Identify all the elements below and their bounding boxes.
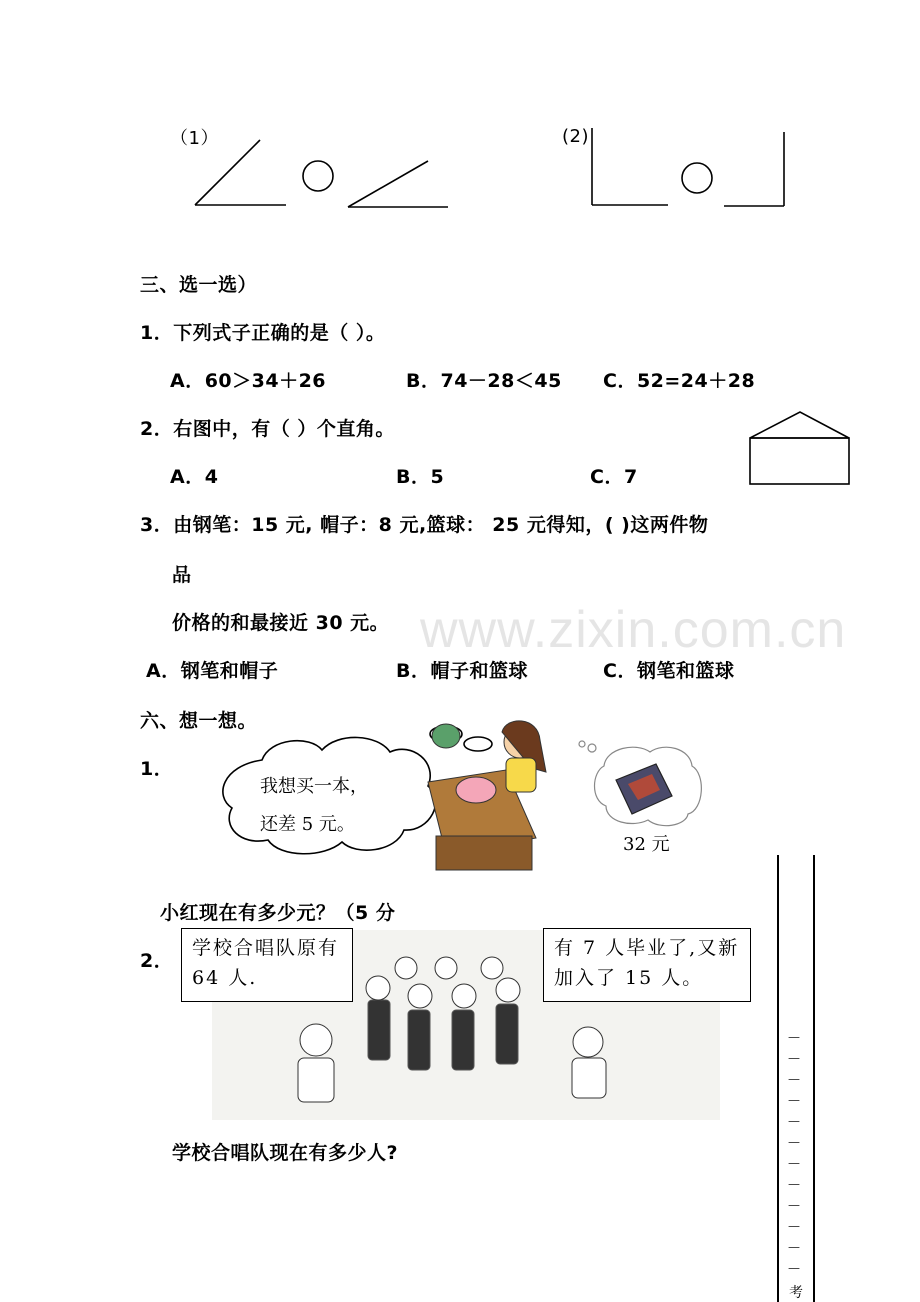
choir-info-box-left: 学校合唱队原有 64 人. — [181, 928, 353, 1002]
house-figure — [750, 412, 849, 484]
q2-option-b: B．5 — [396, 466, 445, 488]
margin-dash: — — [788, 1177, 800, 1191]
choir-info-box-right: 有 7 人毕业了,又新加入了 15 人。 — [543, 928, 751, 1002]
margin-dash: — — [788, 1240, 800, 1254]
margin-dash: — — [788, 1093, 800, 1107]
desk-front — [436, 836, 532, 870]
margin-label: 考 — [789, 1285, 803, 1301]
q1-option-b: B．74－28＜45 — [406, 370, 562, 392]
girl-right — [572, 1027, 606, 1098]
margin-dash: — — [788, 1114, 800, 1128]
margin-dash: — — [788, 1135, 800, 1149]
q3-option-a: A．钢笔和帽子 — [146, 660, 279, 682]
angle-2-ray — [348, 161, 428, 207]
piggy-bank — [456, 777, 496, 803]
q3-stem-cont: 品 — [172, 564, 192, 586]
book-thought — [579, 741, 701, 826]
section-3-title: 三、选一选） — [140, 274, 258, 296]
margin-dash: — — [788, 1030, 800, 1044]
problem-1-question: 小红现在有多少元？（5 分 — [160, 902, 396, 924]
figure-1-label: （1） — [170, 128, 219, 149]
angle-1-ray — [195, 140, 260, 205]
margin-dash: — — [788, 1156, 800, 1170]
q1-option-a: A．60＞34＋26 — [170, 370, 327, 392]
q1-stem: 1．下列式子正确的是（ ）。 — [140, 322, 386, 344]
figure-2-label: (2) — [562, 126, 589, 147]
q3-option-b: B．帽子和篮球 — [396, 660, 528, 682]
q3-stem: 3．由钢笔：15 元, 帽子：8 元,篮球： 25 元得知，( )这两件物 — [140, 514, 709, 536]
section-6-title: 六、想一想。 — [140, 710, 258, 732]
problem-1-number: 1． — [140, 758, 174, 780]
margin-dash: — — [788, 1072, 800, 1086]
book-price: 32 元 — [623, 834, 670, 855]
bubble-line-2: 还差 5 元。 — [260, 814, 355, 835]
compare-circle-1 — [303, 161, 333, 191]
boy-left — [298, 1024, 334, 1102]
bubble-line-1: 我想买一本， — [260, 776, 368, 797]
q3-stem-line2: 价格的和最接近 30 元。 — [172, 612, 390, 634]
q2-option-c: C．7 — [590, 466, 638, 488]
margin-dash: — — [788, 1198, 800, 1212]
problem-2-number: 2． — [140, 950, 174, 972]
watermark: www.zixin.com.cn — [420, 601, 847, 659]
margin-dash: — — [788, 1219, 800, 1233]
figure-1 — [195, 140, 448, 207]
margin-dash: — — [788, 1051, 800, 1065]
figure-2 — [592, 128, 784, 206]
q2-stem: 2．右图中，有（ ）个直角。 — [140, 418, 395, 440]
compare-circle-2 — [682, 163, 712, 193]
q1-option-c: C．52=24＋28 — [603, 370, 756, 392]
problem-2-question: 学校合唱队现在有多少人? — [172, 1142, 399, 1164]
q3-option-c: C．钢笔和篮球 — [603, 660, 735, 682]
lamp — [432, 724, 460, 748]
q2-option-a: A．4 — [170, 466, 219, 488]
girl-body — [506, 758, 536, 792]
margin-dash: — — [788, 1261, 800, 1275]
